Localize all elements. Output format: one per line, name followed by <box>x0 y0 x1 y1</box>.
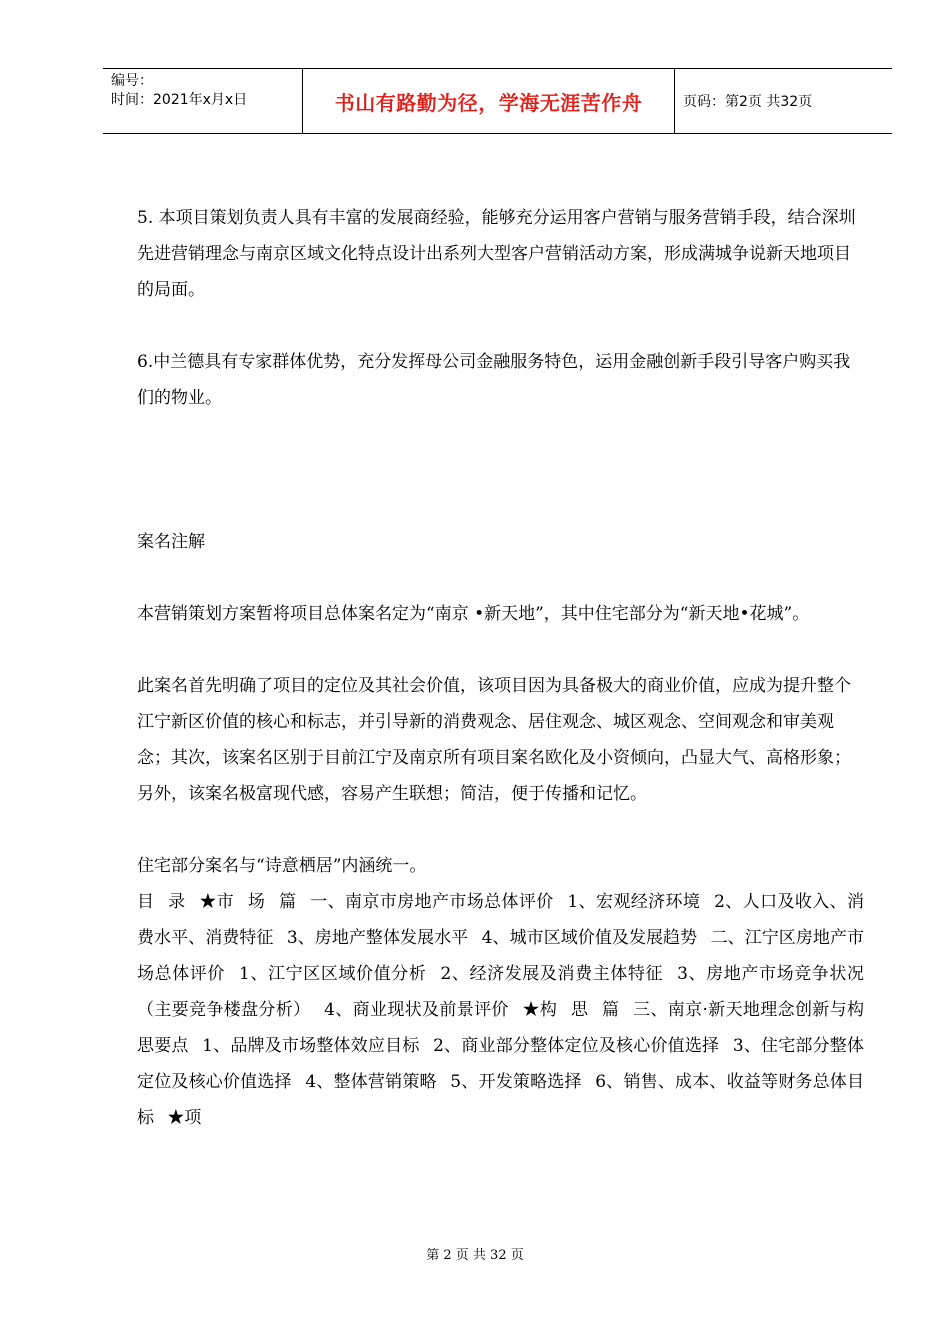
document-body <box>137 200 864 1136</box>
paragraph-5: 5. 本项目策划负责人具有丰富的发展商经验，能够充分运用客户营销与服务营销手段，结合深圳先进营销理念与南京区域文化特点设计出系列大型客户营销活动方案，形成满城争说新天地项目的局面。 <box>137 208 856 300</box>
header-meta <box>103 69 303 133</box>
table-of-contents: 目 录 ★市 场 篇 一、南京市房地产市场总体评价 1、宏观经济环境 2、人口及收入、消费水平、消费特征 3、房地产整体发展水平 4、城市区域价值及发展趋势 二、江宁区房地产市场总体评价 1、江宁区区域价值分析 2、经济发展及消费主体特征 3、房地产市场竞争状况（主要竞争楼盘分析） 4、商业现状及前景评价 ★构 思 篇 三、南京·新天地理念创新与构思要点 1、品牌及市场整体效应目标 2、商业部分整体定位及核心价值选择 3、住宅部分整体定位及核心价值选择 4、整体营销策略 5、开发策略选择 6、销售、成本、收益等财务总体目标 ★项 <box>137 892 864 1128</box>
page-header <box>103 68 892 134</box>
spacer <box>137 416 864 524</box>
residential-paragraph: 住宅部分案名与“诗意栖居”内涵统一。 <box>137 856 427 876</box>
page-footer: 第 2 页 共 32 页 <box>426 1248 524 1263</box>
header-number-label: 编号： <box>111 73 153 89</box>
spacer <box>137 812 864 848</box>
header-page-info: 页码：第2页 共32页 <box>683 94 813 110</box>
header-time-label: 时间：2021年x月x日 <box>111 92 248 108</box>
spacer <box>137 560 864 596</box>
naming-paragraph: 本营销策划方案暂将项目总体案名定为“南京 •新天地”，其中住宅部分为“新天地•花城”。 <box>137 604 810 624</box>
header-motto: 书山有路勤为径，学海无涯苦作舟 <box>303 69 675 133</box>
explanation-paragraph: 此案名首先明确了项目的定位及其社会价值，该项目因为具备极大的商业价值，应成为提升整个江宁新区价值的核心和标志，并引导新的消费观念、居住观念、城区观念、空间观念和审美观念；其次，该案名区别于目前江宁及南京所有项目案名欧化及小资倾向，凸显大气、高格形象；另外，该案名极富现代感，容易产生联想；简洁，便于传播和记忆。 <box>137 676 851 804</box>
spacer <box>137 308 864 344</box>
paragraph-6: 6.中兰德具有专家群体优势，充分发挥母公司金融服务特色，运用金融创新手段引导客户购买我们的物业。 <box>137 352 851 408</box>
section-title: 案名注解 <box>137 532 205 552</box>
spacer <box>137 632 864 668</box>
